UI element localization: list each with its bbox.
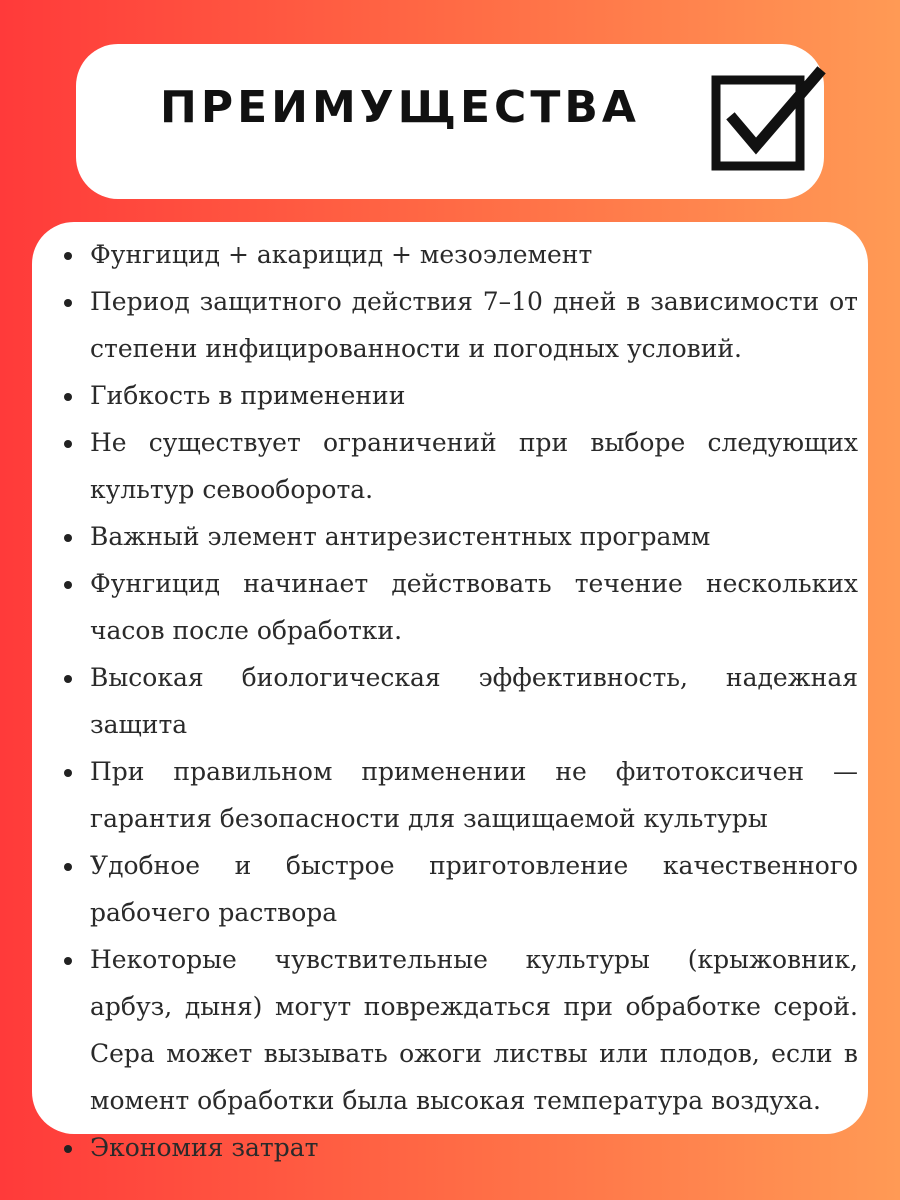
list-item: Важный элемент антирезистентных программ [58,513,858,560]
list-item: Высокая биологическая эффективность, надежная защита [58,654,858,748]
list-item: Удобное и быстрое приготовление качественного рабочего раствора [58,842,858,936]
list-item: Фунгицид начинает действовать течение нескольких часов после обработки. [58,560,858,654]
list-item: Некоторые чувствительные культуры (крыжовник, арбуз, дыня) могут повреждаться при обработке серой. Сера может вызывать ожоги листвы или плодов, если в момент обработки была высокая температура воздуха. [58,936,858,1124]
advantages-list [58,231,858,1171]
list-item: При правильном применении не фитотоксичен — гарантия безопасности для защищаемой культуры [58,748,858,842]
list-item: Не существует ограничений при выборе следующих культур севооборота. [58,419,858,513]
page-title: ПРЕИМУЩЕСТВА [160,82,640,133]
list-item: Гибкость в применении [58,372,858,419]
checkbox-checked-icon [710,66,826,178]
list-item: Фунгицид + акарицид + мезоэлемент [58,231,858,278]
list-item: Экономия затрат [58,1124,858,1171]
list-item: Период защитного действия 7–10 дней в зависимости от степени инфицированности и погодных условий. [58,278,858,372]
